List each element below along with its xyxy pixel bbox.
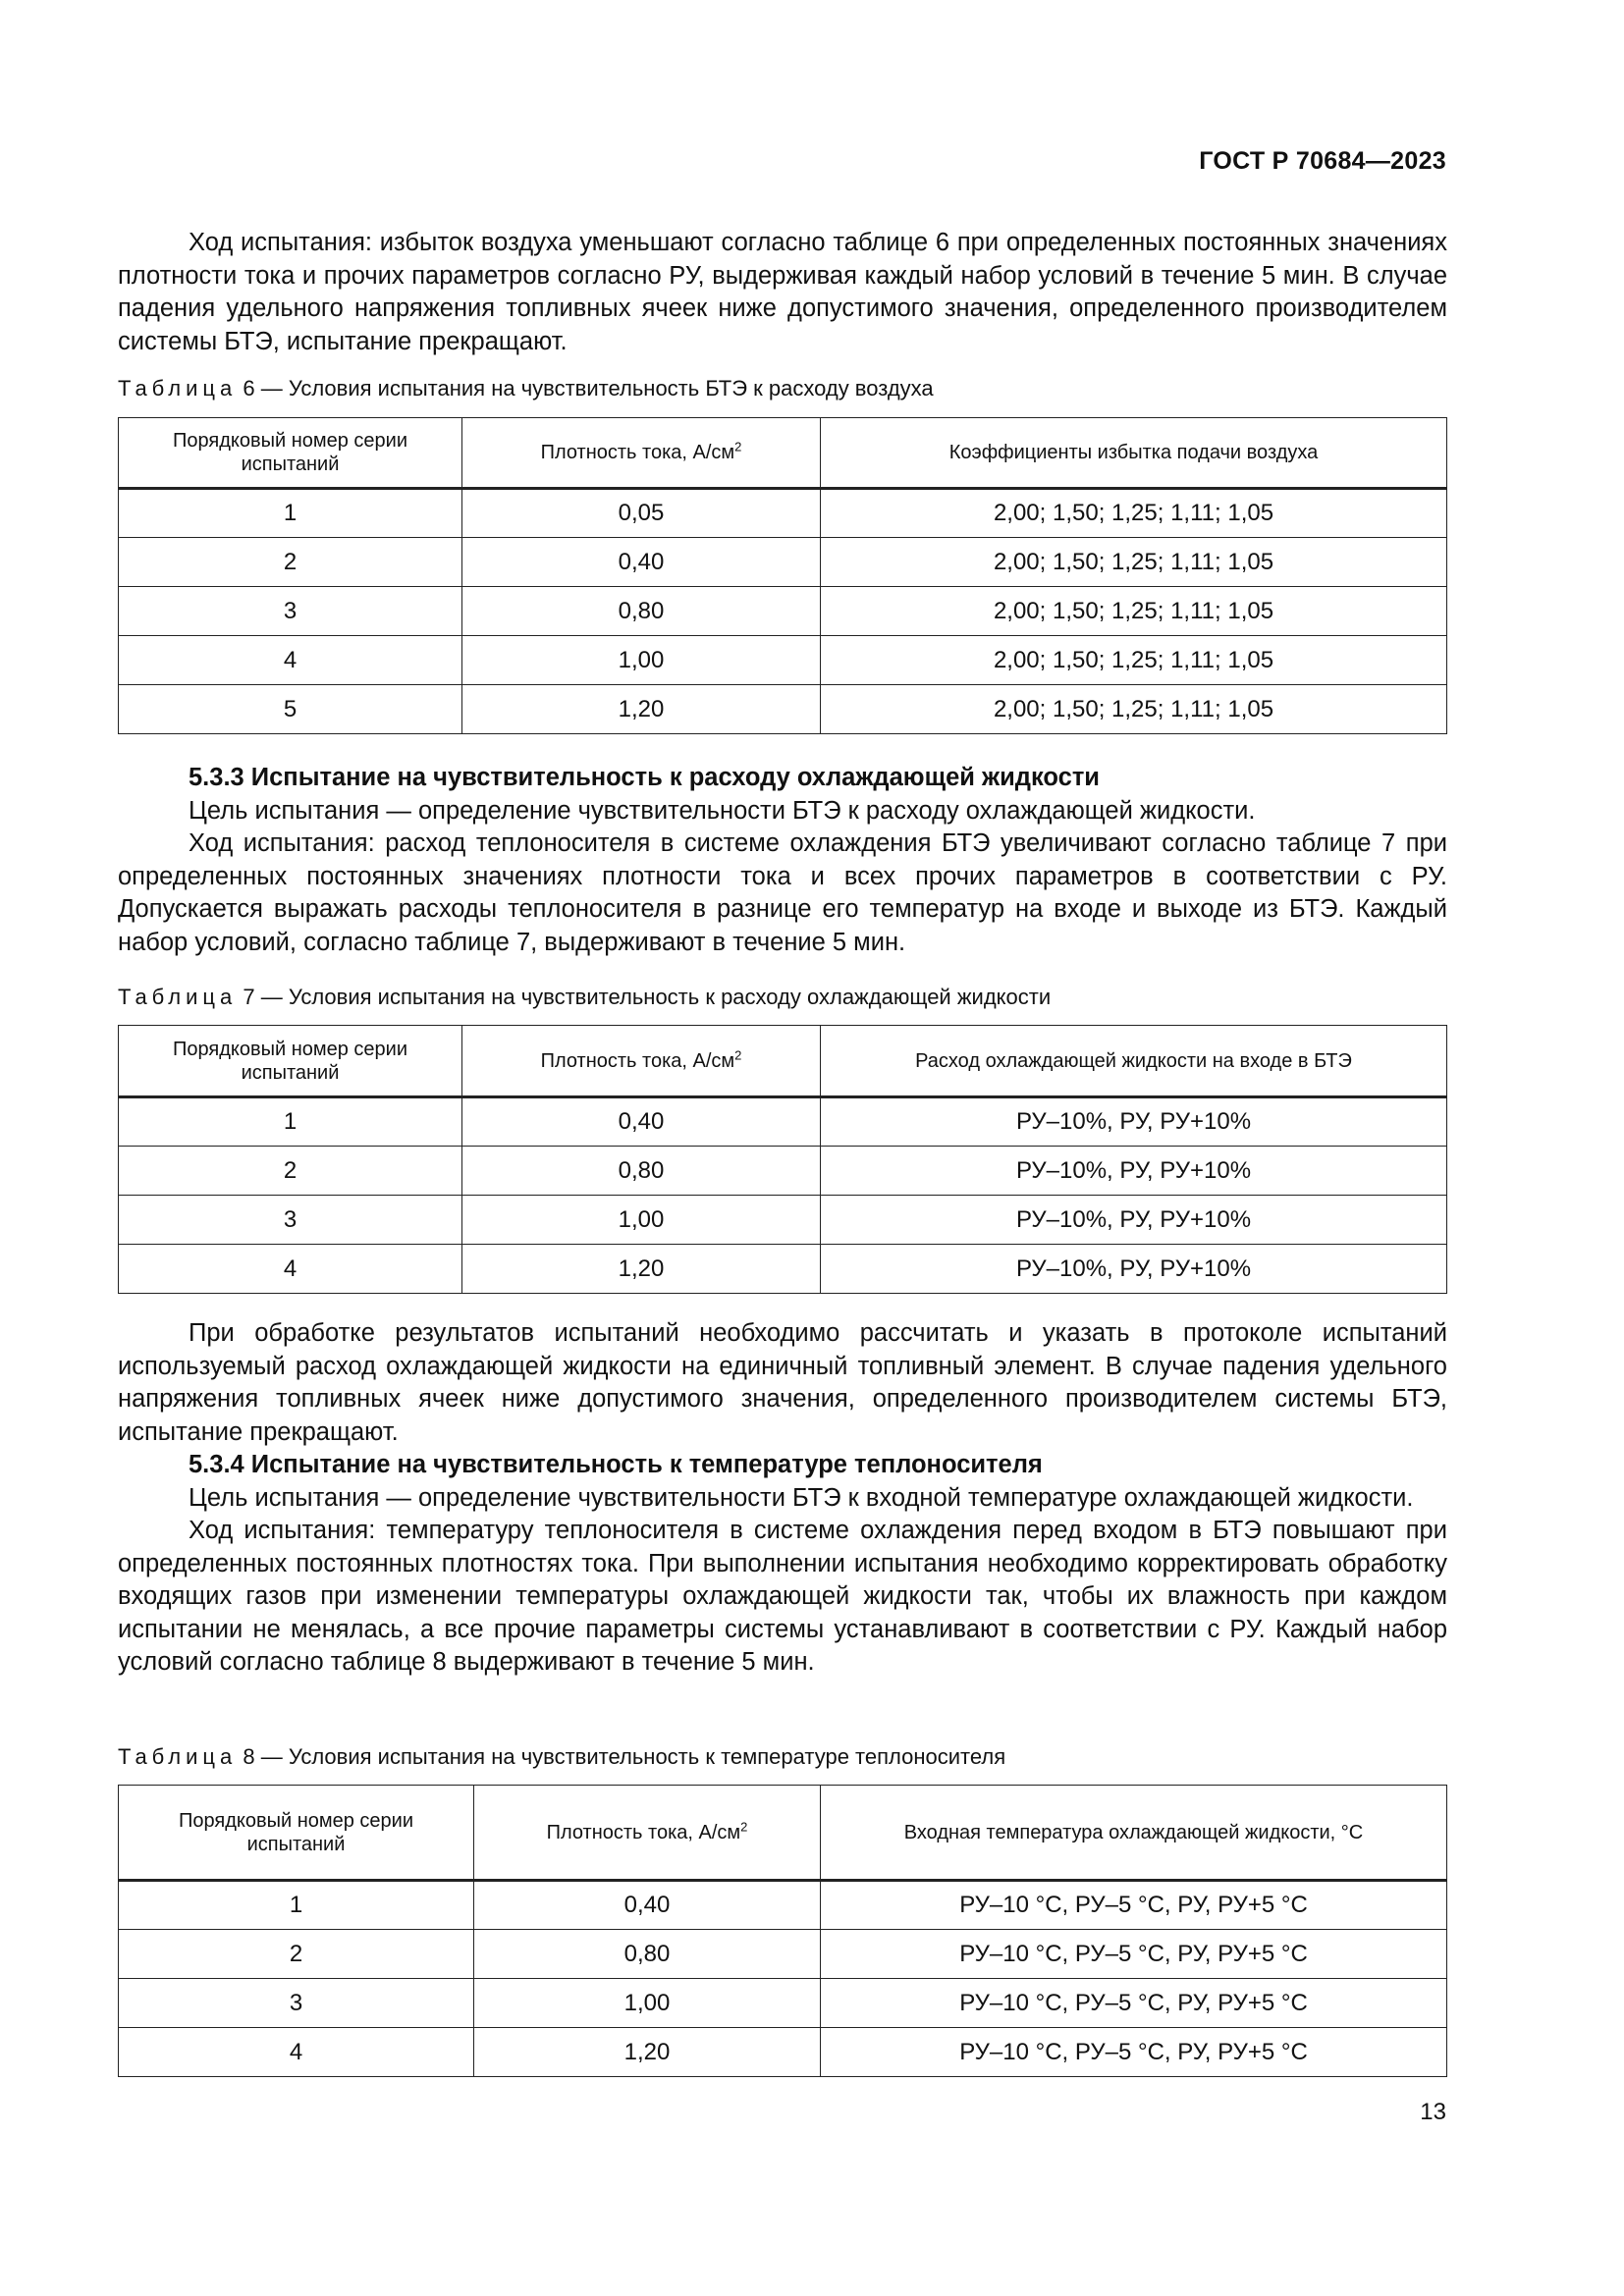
cell-current-density: 1,20 (462, 1245, 821, 1294)
cell-value: РУ–10 °С, РУ–5 °С, РУ, РУ+5 °С (821, 1930, 1447, 1979)
section-5-3-4 (118, 1317, 1447, 1680)
cell-current-density: 0,40 (462, 538, 821, 587)
table-header-row (119, 1026, 1447, 1097)
cell-current-density: 0,40 (474, 1881, 821, 1930)
cell-series-number: 3 (119, 587, 462, 636)
table-caption-prefix: Таблица (118, 1744, 238, 1769)
header-series-number: Порядковый номер серии испытаний (119, 418, 462, 489)
cell-current-density: 0,80 (474, 1930, 821, 1979)
paragraph-text: Ход испытания: избыток воздуха уменьшают согласно таблице 6 при определенных постоянных значениях плотности тока и прочих параметров согласно РУ, выдерживая каждый набор условий в течение 5 мин. В случае падения удельного напряжения топливных ячеек ниже допустимого значения, определенного производителем системы БТЭ, испытание прекращают. (118, 229, 1447, 355)
paragraph-text: Ход испытания: температуру теплоносителя в системе охлаждения перед входом в БТЭ повышают при определенных постоянных плотностях тока. При выполнении испытания необходимо корректировать обработку входящих газов при изменении температуры охлаждающей жидкости так, чтобы их влажность при каждом испытании не менялась, а все прочие параметры системы устанавливают в соответствии с РУ. Каждый набор условий согласно таблице 8 выдерживают в течение 5 мин. (118, 1517, 1447, 1676)
table7 (118, 1025, 1447, 1294)
table-row (119, 1097, 1447, 1147)
table-header-row (119, 1786, 1447, 1881)
cell-value: 2,00; 1,50; 1,25; 1,11; 1,05 (821, 685, 1447, 734)
cell-value: 2,00; 1,50; 1,25; 1,11; 1,05 (821, 538, 1447, 587)
cell-series-number: 4 (119, 2028, 474, 2077)
table-caption-prefix: Таблица (118, 985, 238, 1009)
table-row (119, 1147, 1447, 1196)
header-current-density (462, 418, 821, 489)
header-current-density-text: Плотность тока, А/см (540, 1049, 735, 1072)
superscript: 2 (734, 439, 742, 454)
section-5-3-3 (118, 762, 1447, 959)
cell-series-number: 1 (119, 489, 462, 538)
table8 (118, 1785, 1447, 2077)
paragraph-text: Цель испытания — определение чувствительности БТЭ к расходу охлаждающей жидкости. (189, 796, 1256, 825)
header-current-density-text: Плотность тока, А/см (546, 1821, 741, 1843)
cell-value: РУ–10%, РУ, РУ+10% (821, 1097, 1447, 1147)
table-header-row (119, 418, 1447, 489)
document-standard-number: ГОСТ Р 70684—2023 (1199, 147, 1446, 175)
paragraph-text: Ход испытания: расход теплоносителя в системе охлаждения БТЭ увеличивают согласно таблице 7 при определенных постоянных значениях плотности тока и всех прочих параметров в соответствии с РУ. Допускается выражать расходы теплоносителя в разнице его температур на входе и выходе из БТЭ. Каждый набор условий, согласно таблице 7, выдерживают в течение 5 мин. (118, 829, 1447, 956)
header-series-number: Порядковый номер серии испытаний (119, 1786, 474, 1881)
cell-value: РУ–10 °С, РУ–5 °С, РУ, РУ+5 °С (821, 1979, 1447, 2028)
cell-current-density: 1,00 (462, 1196, 821, 1245)
cell-series-number: 4 (119, 1245, 462, 1294)
cell-value: РУ–10 °С, РУ–5 °С, РУ, РУ+5 °С (821, 1881, 1447, 1930)
table-row (119, 636, 1447, 685)
cell-series-number: 2 (119, 1147, 462, 1196)
paragraph-text: Цель испытания — определение чувствительности БТЭ к входной температуре охлаждающей жидкости. (189, 1483, 1414, 1512)
table-caption-text: 6 — Условия испытания на чувствительность БТЭ к расходу воздуха (237, 376, 934, 400)
table-row (119, 538, 1447, 587)
cell-current-density: 0,40 (462, 1097, 821, 1147)
table-row (119, 2028, 1447, 2077)
cell-value: 2,00; 1,50; 1,25; 1,11; 1,05 (821, 587, 1447, 636)
table6-caption (118, 374, 934, 403)
page-number: 13 (1420, 2099, 1446, 2125)
table-caption-text: 7 — Условия испытания на чувствительность к расходу охлаждающей жидкости (237, 985, 1052, 1009)
paragraph-air-test-procedure (118, 227, 1447, 358)
cell-series-number: 1 (119, 1097, 462, 1147)
cell-series-number: 4 (119, 636, 462, 685)
table7-caption (118, 983, 1051, 1012)
header-series-number: Порядковый номер серии испытаний (119, 1026, 462, 1097)
header-current-density-text: Плотность тока, А/см (540, 442, 735, 463)
cell-series-number: 2 (119, 538, 462, 587)
table-caption-prefix: Таблица (118, 376, 238, 400)
table-row (119, 587, 1447, 636)
table-row (119, 1245, 1447, 1294)
cell-value: РУ–10 °С, РУ–5 °С, РУ, РУ+5 °С (821, 2028, 1447, 2077)
cell-series-number: 3 (119, 1196, 462, 1245)
section-heading: 5.3.4 Испытание на чувствительность к температуре теплоносителя (189, 1451, 1043, 1478)
cell-value: РУ–10%, РУ, РУ+10% (821, 1196, 1447, 1245)
cell-value: РУ–10%, РУ, РУ+10% (821, 1245, 1447, 1294)
cell-value: РУ–10%, РУ, РУ+10% (821, 1147, 1447, 1196)
header-current-density (462, 1026, 821, 1097)
table8-caption (118, 1742, 1005, 1772)
superscript: 2 (734, 1046, 742, 1062)
cell-value: 2,00; 1,50; 1,25; 1,11; 1,05 (821, 636, 1447, 685)
table-row (119, 1196, 1447, 1245)
cell-series-number: 1 (119, 1881, 474, 1930)
paragraph-text: При обработке результатов испытаний необходимо рассчитать и указать в протоколе испытаний используемый расход охлаждающей жидкости на единичный топливный элемент. В случае падения удельного напряжения топливных ячеек ниже допустимого значения, определенного производителем системы БТЭ, испытание прекращают. (118, 1319, 1447, 1446)
table-row (119, 489, 1447, 538)
cell-series-number: 5 (119, 685, 462, 734)
table6 (118, 417, 1447, 734)
cell-current-density: 0,05 (462, 489, 821, 538)
header-value: Коэффициенты избытка подачи воздуха (821, 418, 1447, 489)
superscript: 2 (740, 1818, 748, 1834)
table-row (119, 1979, 1447, 2028)
table-row (119, 1881, 1447, 1930)
cell-current-density: 1,00 (462, 636, 821, 685)
header-value: Расход охлаждающей жидкости на входе в БТЭ (821, 1026, 1447, 1097)
cell-value: 2,00; 1,50; 1,25; 1,11; 1,05 (821, 489, 1447, 538)
header-value: Входная температура охлаждающей жидкости, °С (821, 1786, 1447, 1881)
table-row (119, 685, 1447, 734)
table-caption-text: 8 — Условия испытания на чувствительность к температуре теплоносителя (237, 1744, 1006, 1769)
cell-current-density: 1,20 (462, 685, 821, 734)
cell-current-density: 0,80 (462, 1147, 821, 1196)
cell-current-density: 1,20 (474, 2028, 821, 2077)
section-heading: 5.3.3 Испытание на чувствительность к расходу охлаждающей жидкости (189, 764, 1100, 791)
header-current-density (474, 1786, 821, 1881)
table-row (119, 1930, 1447, 1979)
cell-current-density: 0,80 (462, 587, 821, 636)
cell-series-number: 2 (119, 1930, 474, 1979)
cell-current-density: 1,00 (474, 1979, 821, 2028)
cell-series-number: 3 (119, 1979, 474, 2028)
